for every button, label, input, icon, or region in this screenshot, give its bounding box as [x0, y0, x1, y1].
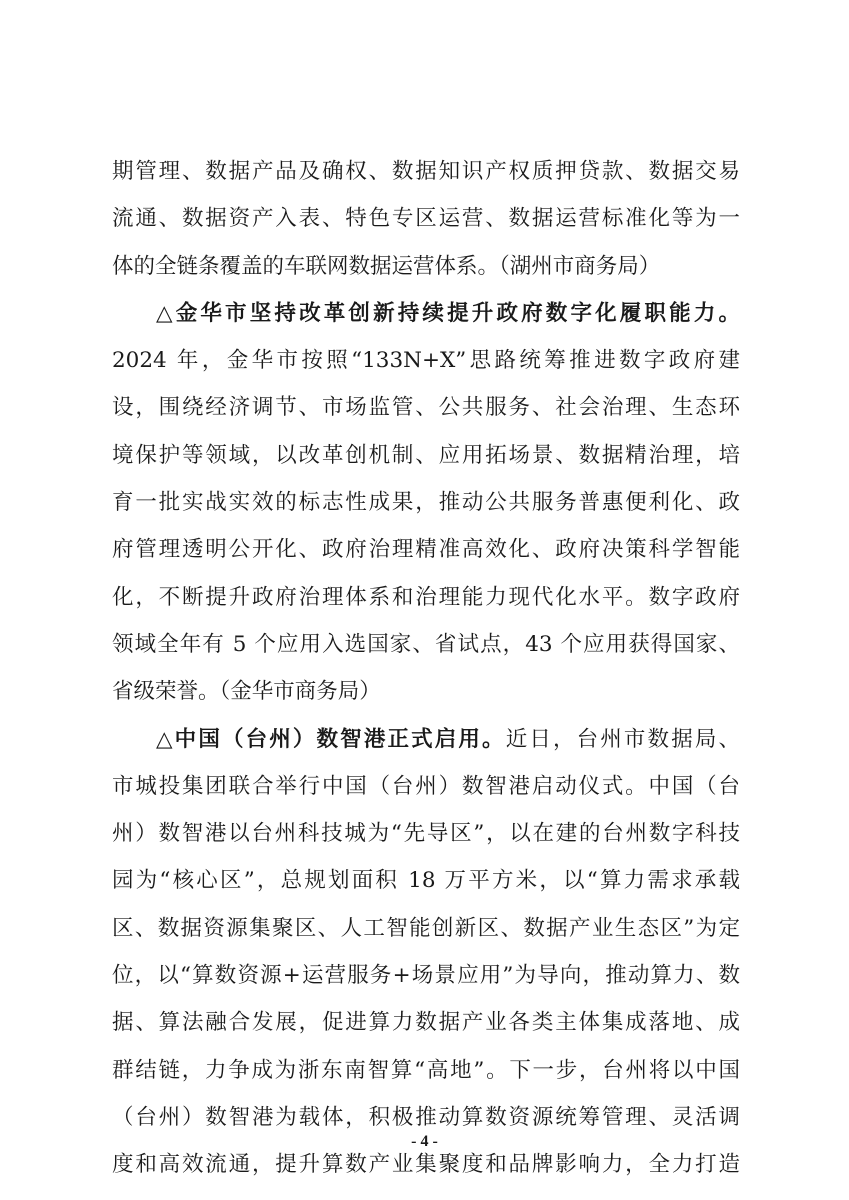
- text-line: 园为“核心区”，总规划面积 18 万平方米，以“算力需求承载: [112, 868, 740, 894]
- section-start-taizhou: [112, 716, 740, 763]
- text-line: 境保护等领域，以改革创机制、应用拓场景、数据精治理，培: [112, 442, 740, 468]
- text-line: 位，以“算数资源+运营服务+场景应用”为导向，推动算力、数: [112, 963, 740, 989]
- section-lead-text: 近日，台州市数据局、: [505, 726, 740, 752]
- text-line: 领域全年有 5 个应用入选国家、省试点，43 个应用获得国家、: [112, 631, 740, 657]
- text-line: 育一批实战实效的标志性成果，推动公共服务普惠便利化、政: [112, 490, 740, 516]
- section-heading-jinhua: △金华市坚持改革创新持续提升政府数字化履职能力。: [156, 300, 740, 326]
- text-line: 2024 年，金华市按照“133N+X”思路统筹推进数字政府建: [112, 348, 740, 374]
- text-line: 化，不断提升政府治理体系和治理能力现代化水平。数字政府: [112, 584, 740, 610]
- text-line: 据、算法融合发展，促进算力数据产业各类主体集成落地、成: [112, 1010, 740, 1036]
- text-line: 州）数智港以台州科技城为“先导区”，以在建的台州数字科技: [112, 821, 740, 847]
- section-heading-taizhou: △中国（台州）数智港正式启用。: [156, 726, 506, 752]
- text-line: 度和高效流通，提升算数产业集聚度和品牌影响力，全力打造: [112, 1152, 740, 1178]
- text-line: 区、数据资源集聚区、人工智能创新区、数据产业生态区”为定: [112, 915, 740, 941]
- text-line: 府管理透明公开化、政府治理精准高效化、政府决策科学智能: [112, 537, 740, 563]
- text-line: 设，围绕经济调节、市场监管、公共服务、社会治理、生态环: [112, 395, 740, 421]
- text-line: 流通、数据资产入表、特色专区运营、数据运营标准化等为一: [112, 206, 740, 232]
- text-line: 体的全链条覆盖的车联网数据运营体系。（湖州市商务局）: [112, 253, 661, 279]
- text-line: 市城投集团联合举行中国（台州）数智港启动仪式。中国（台: [112, 773, 740, 799]
- page-number: - 4 -: [411, 1133, 438, 1150]
- text-line: 期管理、数据产品及确权、数据知识产权质押贷款、数据交易: [112, 159, 740, 184]
- text-line: 群结链，力争成为浙东南智算“高地”。下一步，台州将以中国: [112, 1057, 740, 1083]
- text-line: 省级荣誉。（金华市商务局）: [112, 679, 381, 705]
- text-line: （台州）数智港为载体，积极推动算数资源统筹管理、灵活调: [112, 1104, 740, 1130]
- body-text: [112, 148, 740, 1189]
